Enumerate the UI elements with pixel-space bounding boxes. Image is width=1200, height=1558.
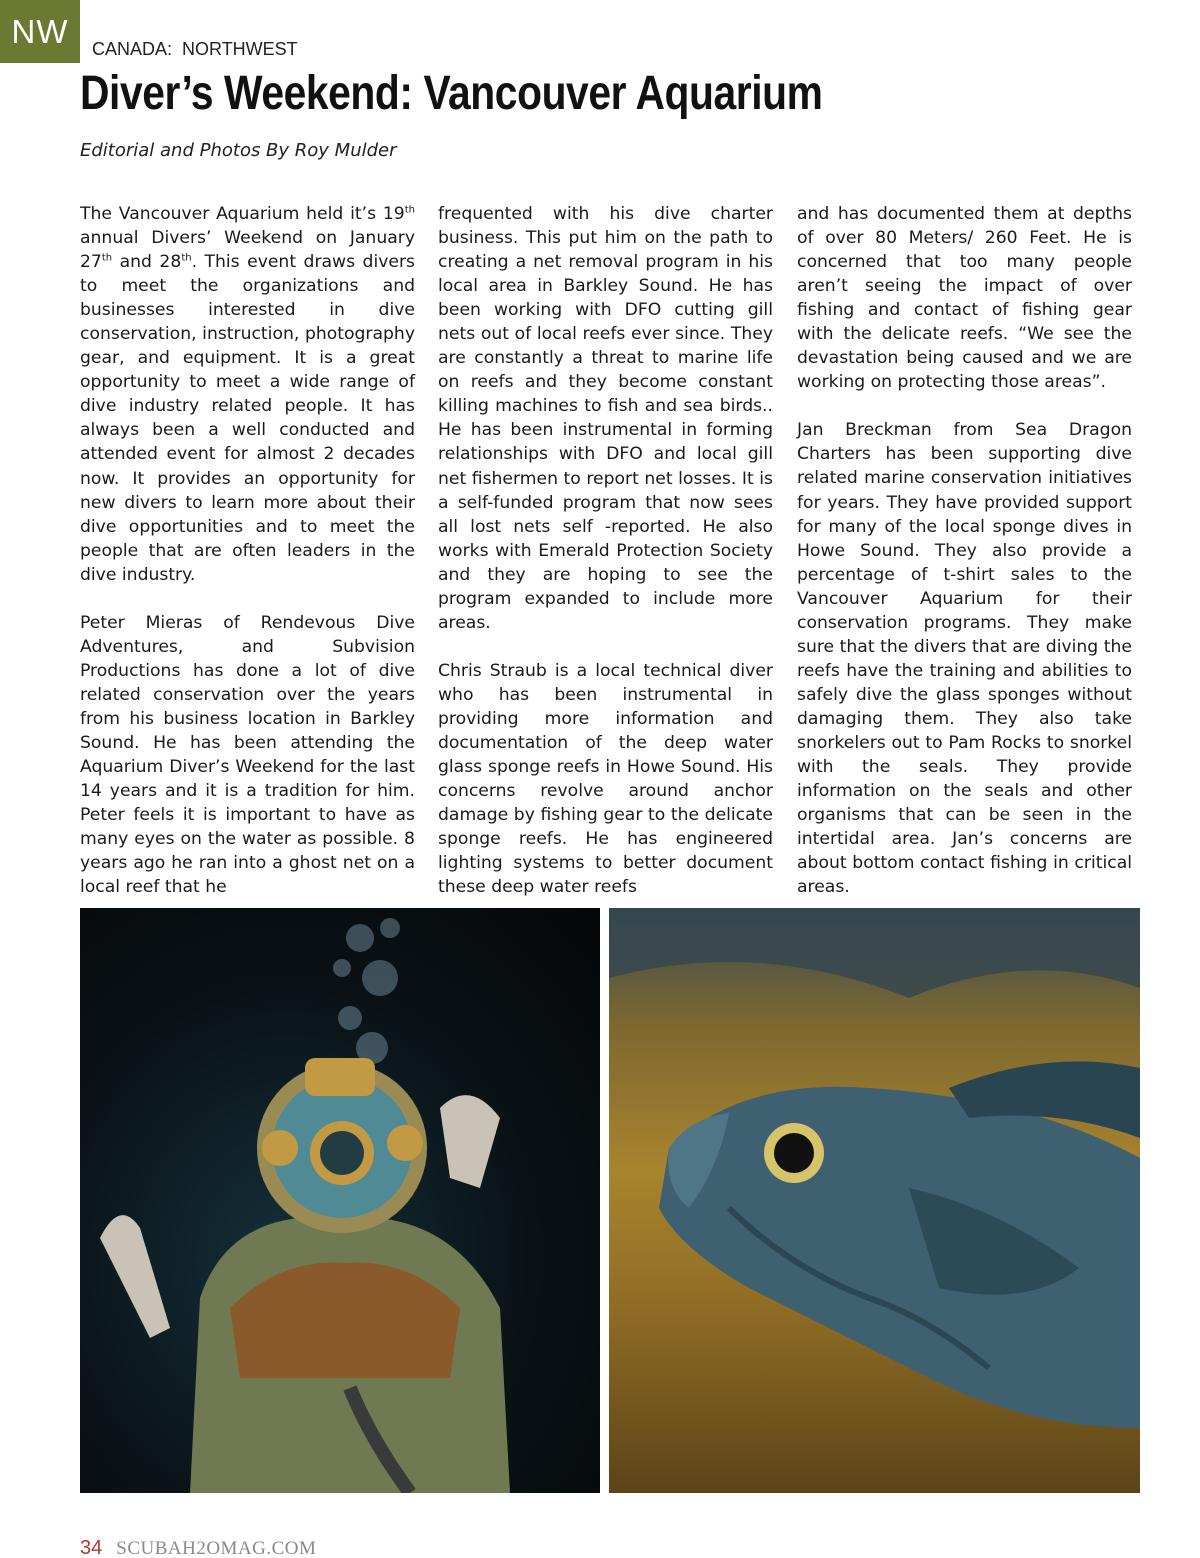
article-title: Diver’s Weekend: Vancouver Aquarium: [80, 67, 823, 120]
photo-rockfish: [609, 908, 1140, 1493]
photo-hardhat-diver: [80, 908, 600, 1493]
hardhat-diver-illustration: [80, 908, 600, 1493]
paragraph-chris: Chris Straub is a local technical diver who has been instrumental in providing more information and documentation of the deep water glass sponge reefs in Howe Sound. His concerns revolve around anchor damage by fishing gear to the delicate sponge reefs. He has engineered lighting systems to better document these deep water reefs: [438, 660, 773, 898]
page-number: 34: [80, 1537, 103, 1558]
paragraph-jan: Jan Breckman from Sea Dragon Charters has been supporting dive related marine conservation initiatives for years. They have provided support for many of the local sponge dives in Howe Sound. They also provide a percentage of t-shirt sales to the Vancouver Aquarium for their conservation programs. They make sure that the divers that are diving the reefs have the training and abilities to safely dive the glass sponges without damaging them. They also take snorkelers out to Pam Rocks to snorkel with the seals. They provide information on the seals and other organisms that can be seen in the intertidal area. Jan’s concerns are about bottom contact fishing in critical areas.: [797, 420, 1132, 898]
paragraph-intro: The Vancouver Aquarium held it’s 19th annual Divers’ Weekend on January 27th and 28th. This event draws divers to meet the organizations and businesses interested in dive conservation, instruction, photography gear, and equipment. It is a great opportunity to meet a wide range of dive industry related people. It has always been a well conducted and attended event for almost 2 decades now. It provides an opportunity for new divers to learn more about their dive opportunities and to meet the people that are often leaders in the dive industry.: [80, 204, 415, 585]
site-url: SCUBAH2OMAG.COM: [116, 1538, 317, 1558]
paragraph-peter: Peter Mieras of Rendevous Dive Adventures, and Subvision Productions has done a lot of dive related conservation over the years from his business location in Barkley Sound. He has been attending the Aquarium Diver’s Weekend for the last 14 years and it is a tradition for him. Peter feels it is important to have as many eyes on the water as possible. 8 years ago he ran into a ghost net on a local reef that he: [80, 612, 415, 898]
article-column-2: [438, 202, 773, 923]
article-column-1: [80, 202, 415, 923]
section-tab: NW: [0, 0, 80, 63]
rockfish-illustration: [609, 908, 1140, 1493]
byline: Editorial and Photos By Roy Mulder: [80, 140, 397, 161]
page-footer: [80, 1537, 316, 1558]
paragraph-reefs: and has documented them at depths of over 80 Meters/ 260 Feet. He is concerned that too many people aren’t seeing the impact of over fishing and contact of fishing gear with the delicate reefs. “We see the devastation being caused and we are working on protecting those areas”.: [797, 204, 1132, 393]
paragraph-net-removal: frequented with his dive charter business. This put him on the path to creating a net removal program in his local area in Barkley Sound. He has been working with DFO cutting gill nets out of local reefs ever since. They are constantly a threat to marine life on reefs and they become constant killing machines to fish and sea birds.. He has been instrumental in forming relationships with DFO and local gill net fishermen to report net losses. It is a self-funded program that now sees all lost nets self -reported. He also works with Emerald Protection Society and they are hoping to see the program expanded to include more areas.: [438, 204, 773, 633]
article-column-3: [797, 202, 1132, 923]
section-label: CANADA: NORTHWEST: [92, 39, 298, 59]
